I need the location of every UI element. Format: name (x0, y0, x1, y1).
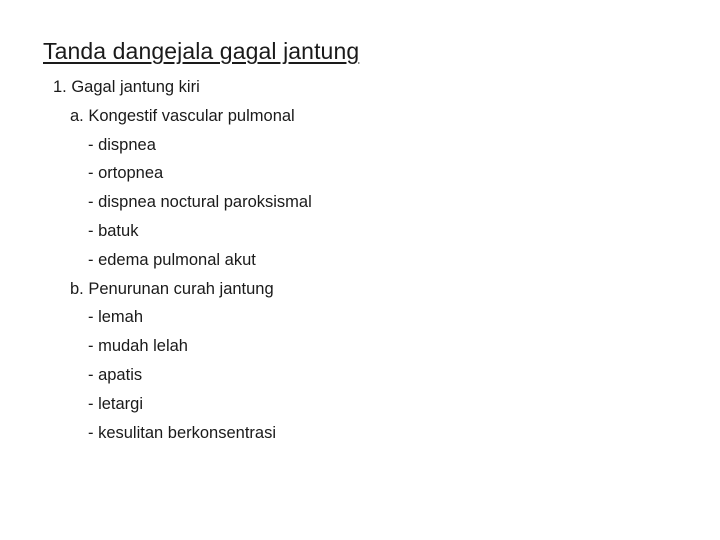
outline-bullet-item: - dispnea noctural paroksismal (88, 193, 312, 212)
outline-bullet-item: - batuk (88, 221, 139, 240)
outline-bullet-item: - dispnea (88, 135, 156, 154)
outline-bullet-item: - letargi (88, 394, 144, 413)
slide-title: Tanda dangejala gagal jantung (43, 38, 360, 64)
outline-item-heart-failure-left: 1. Gagal jantung kiri (53, 78, 200, 96)
outline-subitem-cardiac-output: b. Penurunan curah jantung (70, 279, 274, 298)
outline-list (0, 73, 312, 447)
outline-bullet-item: - edema pulmonal akut (88, 250, 256, 269)
outline-bullet-item: - mudah lelah (88, 337, 188, 356)
outline-bullet-item: - lemah (88, 308, 144, 327)
outline-bullet-item: - apatis (88, 365, 143, 384)
outline-bullet-item: - kesulitan berkonsentrasi (88, 423, 277, 442)
outline-bullet-item: - ortopnea (88, 164, 164, 183)
outline-subitem-pulmonary-congestion: a. Kongestif vascular pulmonal (70, 106, 295, 125)
